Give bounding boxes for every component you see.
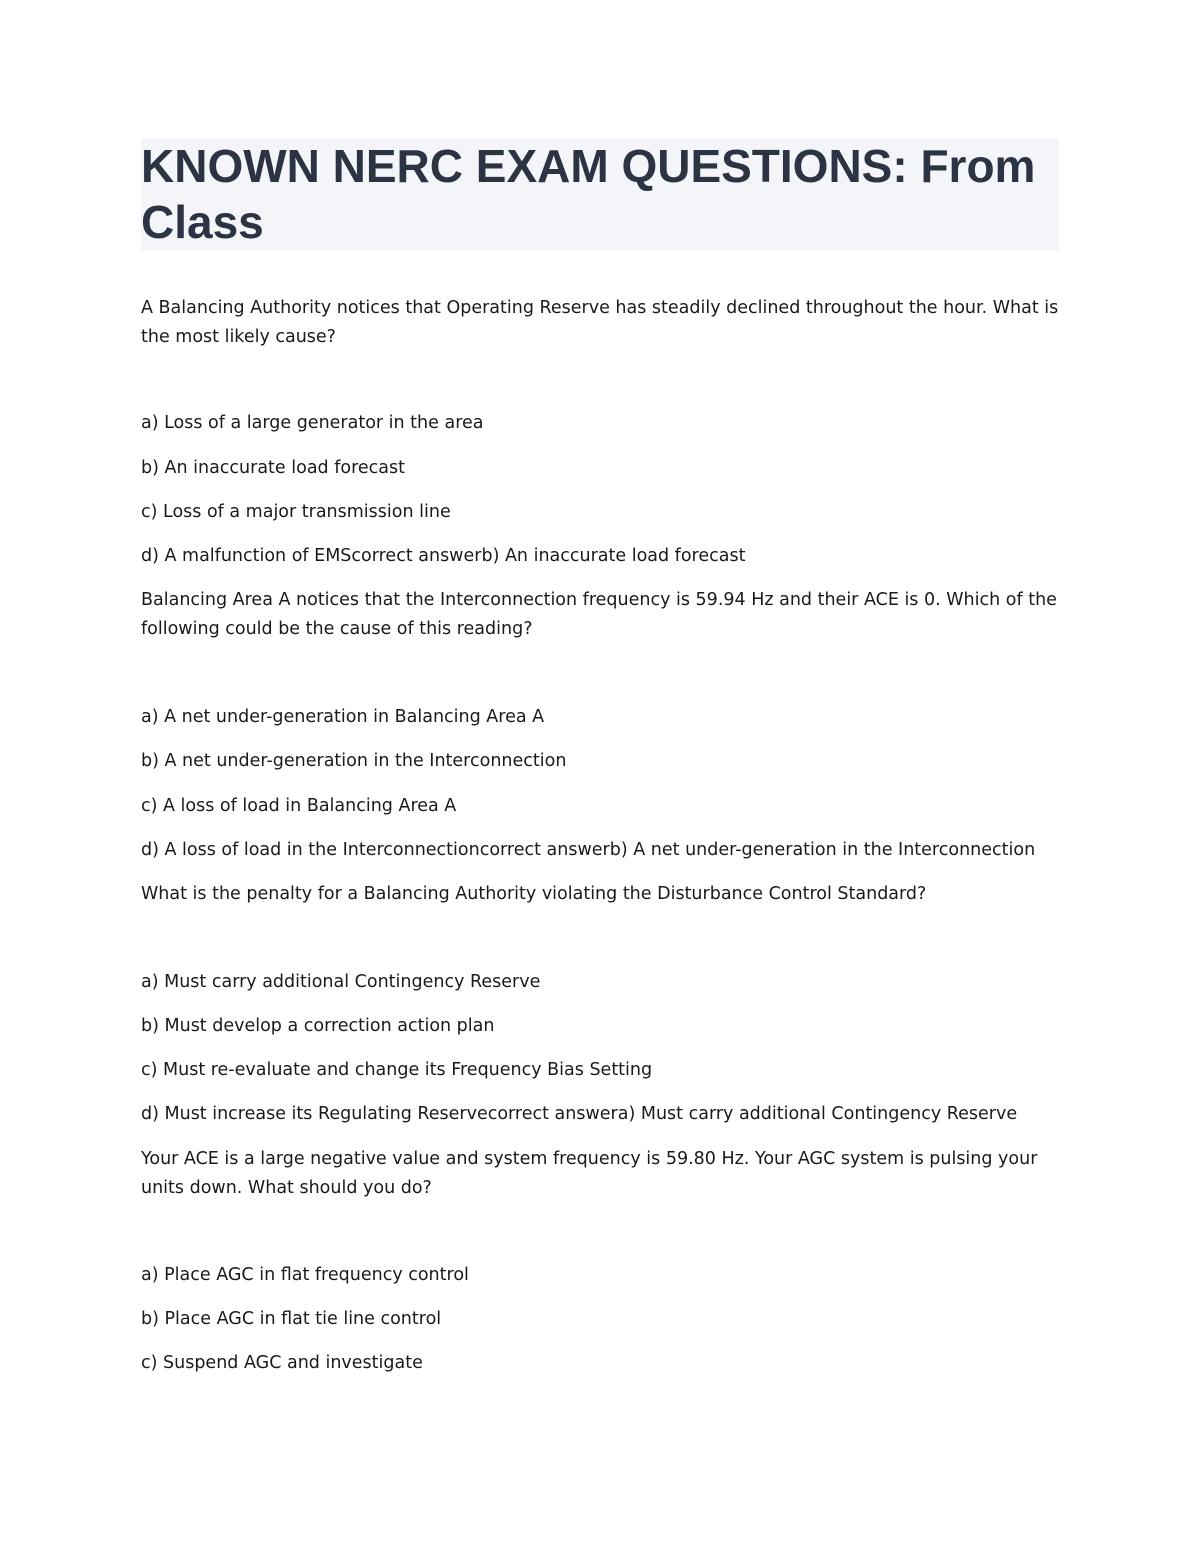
question-2-option-b: b) A net under-generation in the Interconnection xyxy=(141,751,567,771)
title-block xyxy=(141,138,1059,250)
question-3-option-d-answer: d) Must increase its Regulating Reservecorrect answera) Must carry additional Contingency Reserve xyxy=(141,1104,1018,1124)
question-1-option-b: b) An inaccurate load forecast xyxy=(141,458,405,478)
question-2-text: Balancing Area A notices that the Interconnection frequency is 59.94 Hz and their ACE is 0. Which of the following could be the cause of this reading? xyxy=(141,590,1057,639)
question-3-option-a: a) Must carry additional Contingency Reserve xyxy=(141,972,541,992)
question-1-option-c: c) Loss of a major transmission line xyxy=(141,502,451,522)
question-3-option-b: b) Must develop a correction action plan xyxy=(141,1016,495,1036)
question-3-option-c: c) Must re-evaluate and change its Frequency Bias Setting xyxy=(141,1060,653,1080)
page-title: KNOWN NERC EXAM QUESTIONS: From Class xyxy=(141,140,1036,248)
question-4-option-c: c) Suspend AGC and investigate xyxy=(141,1353,423,1373)
question-4-text: Your ACE is a large negative value and system frequency is 59.80 Hz. Your AGC system is pulsing your units down. What should you do? xyxy=(141,1149,1038,1198)
question-2-option-a: a) A net under-generation in Balancing Area A xyxy=(141,707,545,727)
question-2-option-d-answer: d) A loss of load in the Interconnectioncorrect answerb) A net under-generation in the Interconnection xyxy=(141,840,1036,860)
question-4-option-a: a) Place AGC in flat frequency control xyxy=(141,1265,469,1285)
question-3-text: What is the penalty for a Balancing Authority violating the Disturbance Control Standard? xyxy=(141,884,927,904)
question-4-option-b: b) Place AGC in flat tie line control xyxy=(141,1309,442,1329)
question-1-text: A Balancing Authority notices that Operating Reserve has steadily declined throughout the hour. What is the most likely cause? xyxy=(141,298,1059,347)
question-1-option-a: a) Loss of a large generator in the area xyxy=(141,413,484,433)
question-1-option-d-answer: d) A malfunction of EMScorrect answerb) An inaccurate load forecast xyxy=(141,546,746,566)
question-2-option-c: c) A loss of load in Balancing Area A xyxy=(141,796,457,816)
